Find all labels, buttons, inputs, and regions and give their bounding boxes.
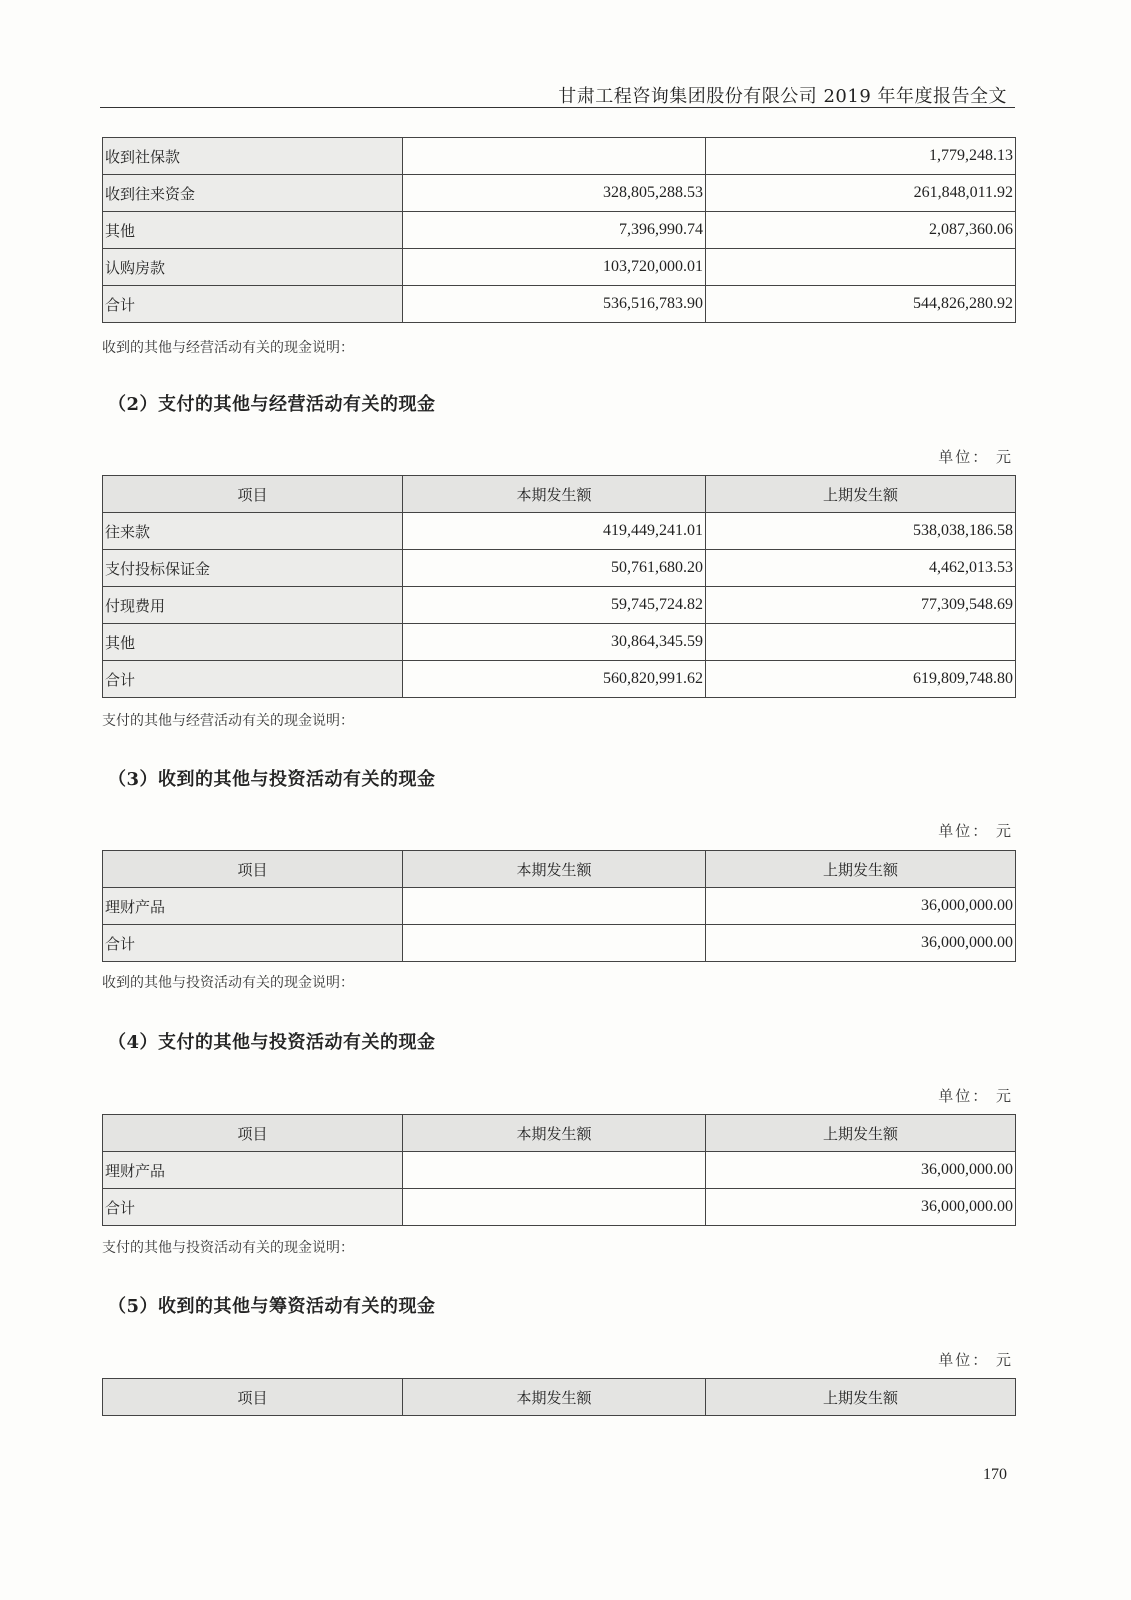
current-amount xyxy=(403,925,706,962)
current-amount xyxy=(403,1152,706,1189)
section4-title: （4）支付的其他与投资活动有关的现金 xyxy=(108,1032,436,1053)
report-title: 甘肃工程咨询集团股份有限公司 2019 年年度报告全文 xyxy=(558,86,1007,107)
table-row xyxy=(103,249,1016,286)
previous-amount: 36,000,000.00 xyxy=(706,888,1016,925)
table-row xyxy=(103,888,1016,925)
previous-amount xyxy=(706,624,1016,661)
table-row xyxy=(103,175,1016,212)
table-row xyxy=(103,212,1016,249)
row-item: 收到往来资金 xyxy=(103,175,403,212)
row-item: 付现费用 xyxy=(103,587,403,624)
table-row xyxy=(103,550,1016,587)
header-previous: 上期发生额 xyxy=(706,851,1016,888)
table-received-investing-cash xyxy=(102,850,1016,962)
section5-unit: 单位： 元 xyxy=(938,1351,1013,1369)
current-amount xyxy=(403,1189,706,1226)
row-item: 支付投标保证金 xyxy=(103,550,403,587)
row-item: 理财产品 xyxy=(103,888,403,925)
table-header-row xyxy=(103,1115,1016,1152)
previous-amount: 77,309,548.69 xyxy=(706,587,1016,624)
header-current: 本期发生额 xyxy=(403,1379,706,1416)
header-current: 本期发生额 xyxy=(403,851,706,888)
current-amount: 536,516,783.90 xyxy=(403,286,706,323)
section2-unit: 单位： 元 xyxy=(938,448,1013,466)
previous-amount: 36,000,000.00 xyxy=(706,1189,1016,1226)
header-item: 项目 xyxy=(103,476,403,513)
table-paid-investing-cash xyxy=(102,1114,1016,1226)
table-paid-operating-cash xyxy=(102,475,1016,698)
row-item: 收到社保款 xyxy=(103,138,403,175)
previous-amount: 261,848,011.92 xyxy=(706,175,1016,212)
table-row-total xyxy=(103,286,1016,323)
table-header-row xyxy=(103,1379,1016,1416)
row-item: 理财产品 xyxy=(103,1152,403,1189)
header-current: 本期发生额 xyxy=(403,476,706,513)
current-amount: 419,449,241.01 xyxy=(403,513,706,550)
previous-amount: 36,000,000.00 xyxy=(706,925,1016,962)
previous-amount: 2,087,360.06 xyxy=(706,212,1016,249)
table-row xyxy=(103,587,1016,624)
row-item: 认购房款 xyxy=(103,249,403,286)
previous-amount: 538,038,186.58 xyxy=(706,513,1016,550)
row-item: 合计 xyxy=(103,1189,403,1226)
header-item: 项目 xyxy=(103,1115,403,1152)
previous-amount: 619,809,748.80 xyxy=(706,661,1016,698)
previous-amount: 544,826,280.92 xyxy=(706,286,1016,323)
header-item: 项目 xyxy=(103,851,403,888)
row-item: 其他 xyxy=(103,212,403,249)
current-amount xyxy=(403,888,706,925)
table-row-total xyxy=(103,1189,1016,1226)
section3-unit: 单位： 元 xyxy=(938,822,1013,840)
previous-amount: 1,779,248.13 xyxy=(706,138,1016,175)
section5-title: （5）收到的其他与筹资活动有关的现金 xyxy=(108,1296,436,1317)
current-amount xyxy=(403,138,706,175)
current-amount: 59,745,724.82 xyxy=(403,587,706,624)
header-previous: 上期发生额 xyxy=(706,1115,1016,1152)
previous-amount xyxy=(706,249,1016,286)
current-amount: 328,805,288.53 xyxy=(403,175,706,212)
current-amount: 30,864,345.59 xyxy=(403,624,706,661)
header-previous: 上期发生额 xyxy=(706,1379,1016,1416)
table1-note: 收到的其他与经营活动有关的现金说明： xyxy=(102,340,354,356)
row-item: 合计 xyxy=(103,661,403,698)
section2-title: （2）支付的其他与经营活动有关的现金 xyxy=(108,394,436,415)
previous-amount: 36,000,000.00 xyxy=(706,1152,1016,1189)
section3-title: （3）收到的其他与投资活动有关的现金 xyxy=(108,769,436,790)
section4-note: 支付的其他与投资活动有关的现金说明： xyxy=(102,1240,354,1256)
previous-amount: 4,462,013.53 xyxy=(706,550,1016,587)
table-row-total xyxy=(103,661,1016,698)
header-current: 本期发生额 xyxy=(403,1115,706,1152)
page-header xyxy=(100,78,1015,108)
table-row xyxy=(103,624,1016,661)
row-item: 其他 xyxy=(103,624,403,661)
section2-note: 支付的其他与经营活动有关的现金说明： xyxy=(102,713,354,729)
table-row xyxy=(103,1152,1016,1189)
section4-unit: 单位： 元 xyxy=(938,1087,1013,1105)
current-amount: 7,396,990.74 xyxy=(403,212,706,249)
table-row xyxy=(103,513,1016,550)
table-received-operating-cash xyxy=(102,137,1016,323)
table-header-row xyxy=(103,476,1016,513)
table-received-financing-cash xyxy=(102,1378,1016,1416)
row-item: 合计 xyxy=(103,286,403,323)
header-item: 项目 xyxy=(103,1379,403,1416)
table-row-total xyxy=(103,925,1016,962)
row-item: 往来款 xyxy=(103,513,403,550)
table-header-row xyxy=(103,851,1016,888)
section3-note: 收到的其他与投资活动有关的现金说明： xyxy=(102,975,354,991)
table-row xyxy=(103,138,1016,175)
current-amount: 50,761,680.20 xyxy=(403,550,706,587)
current-amount: 560,820,991.62 xyxy=(403,661,706,698)
page-number: 170 xyxy=(983,1466,1007,1483)
row-item: 合计 xyxy=(103,925,403,962)
header-previous: 上期发生额 xyxy=(706,476,1016,513)
current-amount: 103,720,000.01 xyxy=(403,249,706,286)
